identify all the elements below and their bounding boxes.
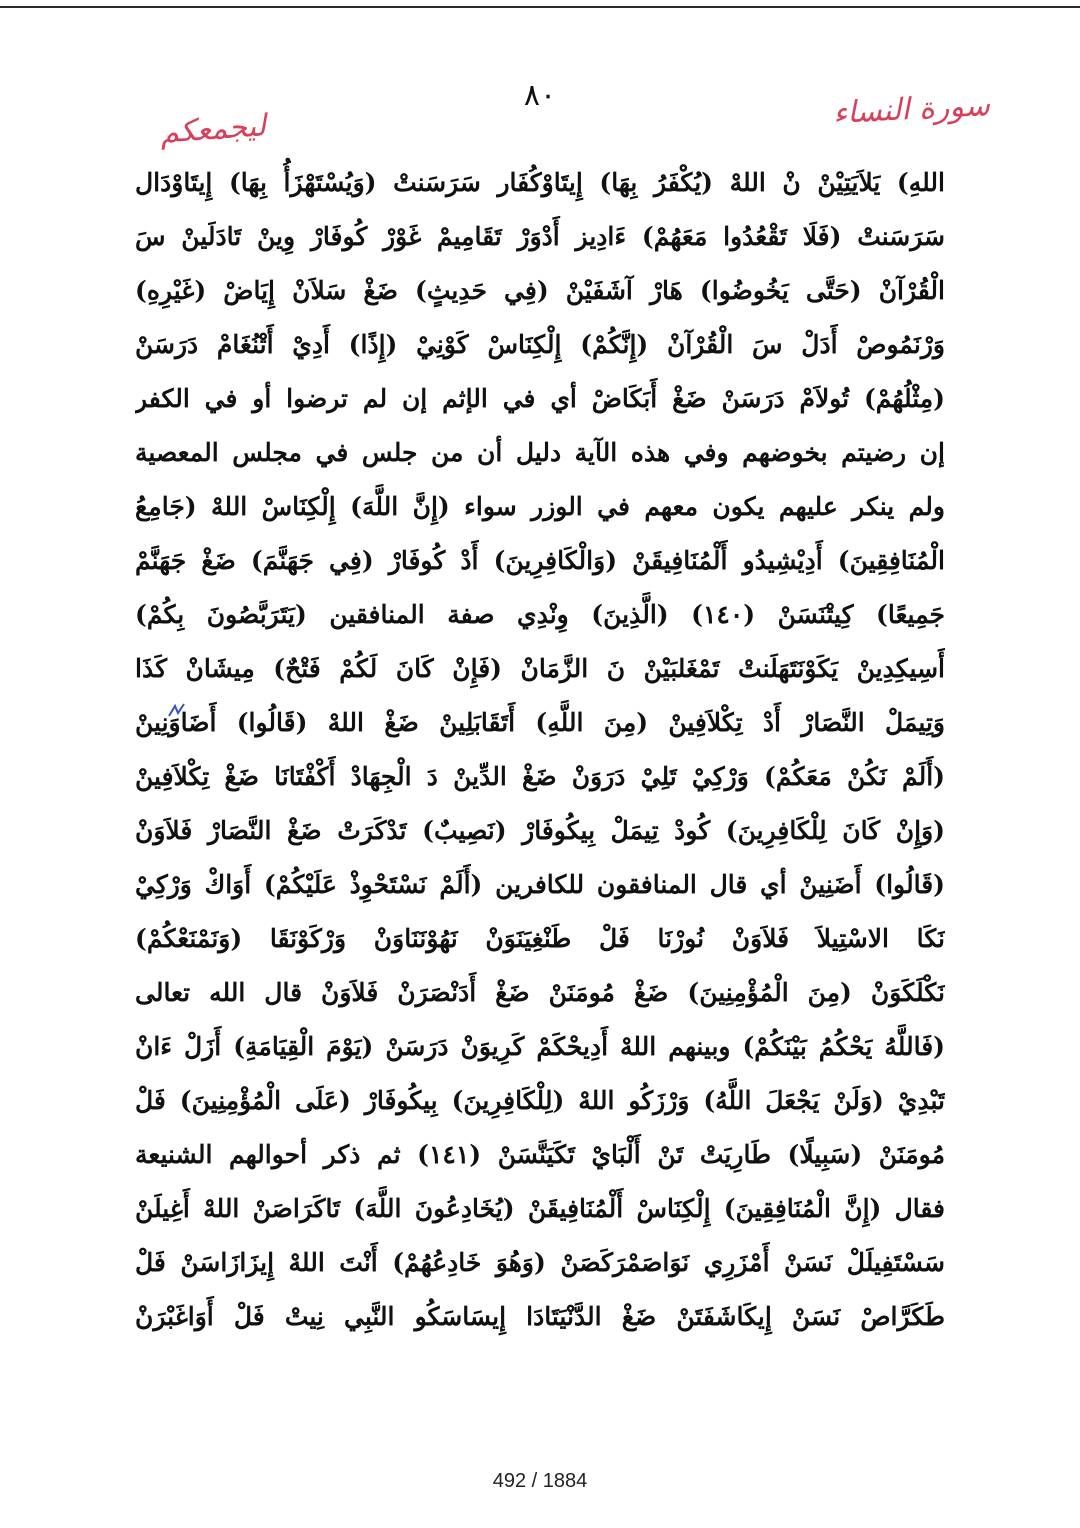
text-line: تَبْدِيْ (وَلَنْ يَجْعَلَ اللَّهُ) وَرْزَكُو اللهْ (لِلْكَافِرِينَ) بِيكُوفَارْ (عَلَى الْمُؤْمِنِينَ) فَلْ [135, 1086, 945, 1115]
text-line: (أَلَمْ نَكُنْ مَعَكُمْ) وَرْكِيْ تَلِيْ دَرَوَنْ ضَغْ الدِّينْ دَ الْجِهَادْ أَكْفْتَانَا ضَغْ تِكْلاَفِينْ [135, 762, 945, 791]
text-line: نَكَا الاسْتِيلاَ فَلاَوَنْ نُورْنَا فَلْ طَنْغِيَنَوَنْ نَهُوْنَنَاوَنْ وَرْكَوْنَقَا (وَنَمْنَعْكُمْ) [135, 924, 945, 953]
text-line: الْمُنَافِقِينَ) أَدِيْشِيدُو أَلْمُنَافِيقَنْ (وَالْكَافِرِينَ) أَدْ كُوفَارْ (فِي جَهَنَّمَ) ضَغْ جَهَنَّمْ [135, 546, 945, 575]
text-line: (مِثْلُهُمْ) تُولاَمْ دَرَسَنْ ضَغْ أَبَكَاضْ أي في الإثم إن لم ترضوا أو في الكفر [135, 384, 945, 413]
text-line: (قَالُوا) أَضَنِينْ أي قال المنافقون للكافرين (أَلَمْ نَسْتَحْوِذْ عَلَيْكُمْ) أَوَاكْ وَرْكِيْ [135, 870, 945, 899]
margin-note-surah-name: سورة النساء [832, 87, 991, 132]
commentary-text-block [135, 156, 945, 1344]
text-line: وَتِيمَلْ النَّصَارْ أَدْ تِكْلاَفِينْ (مِنَ اللَّهِ) أَتَقَابَلِينْ ضَغْ اللهْ (قَالُوا) أَضَاوَنِينْ [135, 708, 945, 737]
text-line: الْقُرْآنْ (حَتَّى يَخُوضُوا) هَارْ آشَفَيْنْ (فِي حَدِيثٍ) ضَغْ سَلاَنْ إِيَاضْ (غَيْرِهِ) [135, 276, 945, 305]
pdf-page-counter: 492 / 1884 [492, 1470, 588, 1492]
text-line: سَسْتَفِيلَلْ نَسَنْ أَمْزَرِي نَوَاصَمْرَكَصَنْ (وَهُوَ خَادِعُهُمْ) أَنْتَ اللهْ إِيزَازَاسَنْ فَلْ [135, 1248, 945, 1277]
text-line: (فَاللَّهُ يَحْكُمُ بَيْنَكُمْ) وبينهم اللهْ أَدِيحْكَمْ كَرِيوَنْ دَرَسَنْ (يَوْمَ الْقِيَامَةِ) أَزَلْ ءَانْ [135, 1032, 945, 1061]
ink-annotation-mark [166, 700, 188, 722]
text-line: أَسِيكِدِينْ يَكَوْنَتَهَلَنتْ تَمْغَلبَيْنْ نَ الزَّمَانْ (فَإِنْ كَانَ لَكُمْ فَتْحٌ) مِيشَانْ كَذَا [135, 654, 945, 683]
text-line: مُومَنَنْ (سَبِيلًا) طَارِيَتْ تَنْ أَلْبَايْ تَكَيَنَّسَنْ (١٤١) ثم ذكر أحوالهم الشنيعة [135, 1140, 945, 1169]
text-line: وَرْنَمُوصْ أَدَلْ سَ الْقُرْآنْ (إِنَّكُمْ) إِلْكِنَاسْ كَوْنِيْ (إِذًا) أَدِيْ أَتْنُغَامْ دَرَسَنْ [135, 330, 945, 359]
page-number: ٨٠ [523, 78, 557, 113]
text-line: اللهِ) يَلاَيَتِيْنْ نْ اللهْ (يُكْفَرُ بِهَا) إِيتَاوْكُفَار سَرَسَنتْ (وَيُسْتَهْزَأُ بِهَا) إِيتَاوْدَال [135, 168, 945, 197]
margin-note-handwritten: ليجمعكم [158, 108, 268, 151]
top-border-rule [0, 6, 1080, 8]
text-line: نَكْلَكَوَنْ (مِنَ الْمُؤْمِنِينَ) ضَغْ مُومَنَنْ ضَغْ أَدَنْصَرَنْ فَلاَوَنْ قال الله تعالى [135, 978, 945, 1007]
text-line: طَكَرَّاصْ نَسَنْ إِيكَاشَفَتَنْ ضَغْ الدَّنْيَتَادَا إِيسَاسَكُو النَّبِي نِيتْ فَلْ أَوَاغَبْرَنْ [135, 1302, 945, 1331]
text-line: (وَإِنْ كَانَ لِلْكَافِرِينَ) كُودْ تِيمَلْ بِيكُوفَارْ (نَصِيبٌ) تَدْكَرَتْ ضَغْ النَّصَارْ فَلاَوَنْ [135, 816, 945, 845]
text-line: إن رضيتم بخوضهم وفي هذه الآية دليل أن من جلس في مجلس المعصية [135, 438, 945, 467]
text-line: جَمِيعًا) كِيتْنَسَنْ (١٤٠) (الَّذِينَ) وِنْدِي صفة المنافقين (يَتَرَبَّصُونَ بِكُمْ) [135, 600, 945, 629]
text-line: سَرَسَنتْ (فَلَا تَقْعُدُوا مَعَهُمْ) ءَادِيز أَدْوَرْ تَقَامِيمْ غَوْرْ كُوفَارْ وِينْ تَادَلَينْ سَ [135, 222, 945, 251]
text-line: فقال (إِنَّ الْمُنَافِقِينَ) إِلْكِنَاسْ أَلْمُنَافِيقَنْ (يُخَادِعُونَ اللَّهَ) تَاكَرَاصَنْ اللهْ أَغِيلَنْ [135, 1194, 945, 1223]
text-line: ولم ينكر عليهم يكون معهم في الوزر سواء (إِنَّ اللَّهَ) إِلْكِنَاسْ اللهْ (جَامِعُ [135, 492, 945, 521]
